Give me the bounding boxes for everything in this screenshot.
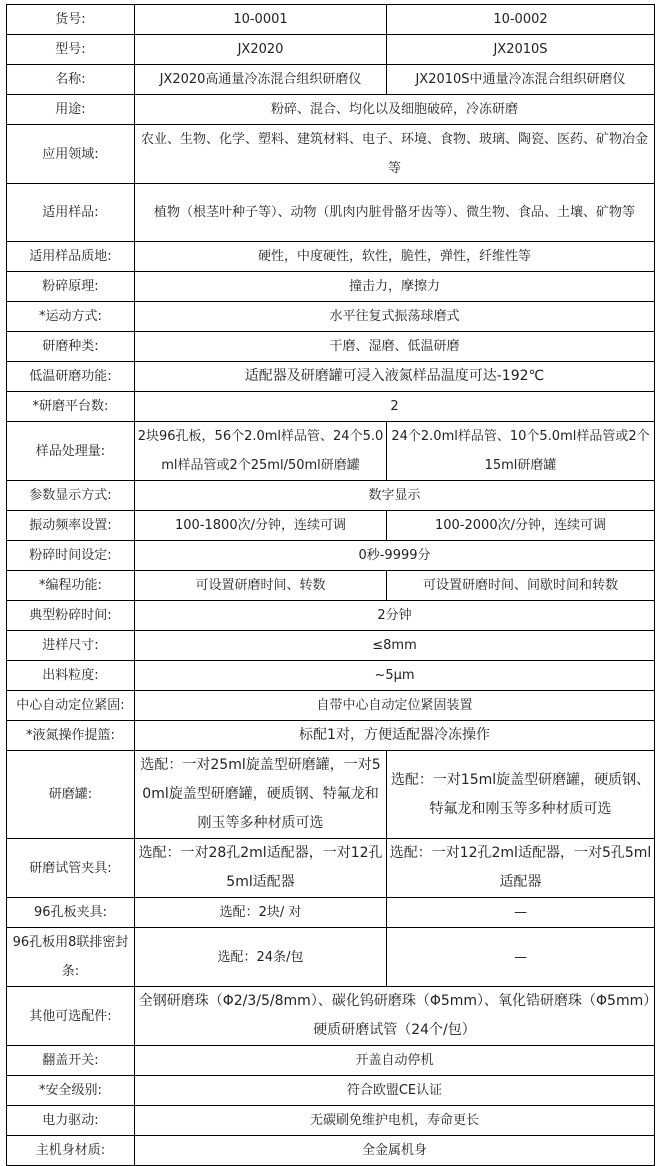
row-value-2: JX2010S: [387, 35, 655, 65]
row-label: 振动频率设置:: [7, 511, 135, 541]
row-value: 干磨、湿磨、低温研磨: [135, 332, 655, 362]
row-value: ~5μm: [135, 661, 655, 691]
row-value: ≤8mm: [135, 631, 655, 661]
table-row: [7, 184, 655, 242]
row-value-2: JX2010S中通量冷冻混合组织研磨仪: [387, 65, 655, 95]
table-row: [7, 839, 655, 898]
row-label: *安全级别:: [7, 1076, 135, 1106]
row-label: 翻盖开关:: [7, 1046, 135, 1076]
spec-table: [6, 4, 655, 1166]
row-value-2: —: [387, 898, 655, 928]
table-row: [7, 272, 655, 302]
row-value: 植物（根茎叶种子等）、动物（肌肉内脏骨骼牙齿等）、微生物、食品、土壤、矿物等: [135, 184, 655, 242]
table-row: [7, 751, 655, 839]
row-label: *编程功能:: [7, 571, 135, 601]
row-value: 全钢研磨珠（Φ2/3/5/8mm）、碳化钨研磨珠（Φ5mm）、氧化锆研磨珠（Φ5mm）硬质研磨试管（24个/包）: [135, 987, 655, 1046]
row-value-2: 24个2.0ml样品管、10个5.0ml样品管或2个15ml研磨罐: [387, 422, 655, 481]
row-value-1: 100-1800次/分钟，连续可调: [135, 511, 387, 541]
table-row: [7, 242, 655, 272]
row-label: 用途:: [7, 95, 135, 125]
row-label: 粉碎原理:: [7, 272, 135, 302]
table-row: [7, 481, 655, 511]
row-label: 参数显示方式:: [7, 481, 135, 511]
row-value: 硬性，中度硬性，软性，脆性，弹性，纤维性等: [135, 242, 655, 272]
table-row: [7, 125, 655, 184]
row-value-1: 选配：一对25ml旋盖型研磨罐，一对50ml旋盖型研磨罐，硬质钢、特氟龙和刚玉等多种材质可选: [135, 751, 387, 839]
table-row: [7, 571, 655, 601]
row-label: 出料粒度:: [7, 661, 135, 691]
row-label: 进样尺寸:: [7, 631, 135, 661]
row-label: 研磨种类:: [7, 332, 135, 362]
row-label: 96孔板夹具:: [7, 898, 135, 928]
row-value-1: 10-0001: [135, 5, 387, 35]
table-row: [7, 631, 655, 661]
row-value-1: 可设置研磨时间、转数: [135, 571, 387, 601]
row-label: 名称:: [7, 65, 135, 95]
row-value-1: 2块96孔板，56个2.0ml样品管、24个5.0ml样品管或2个25ml/50ml研磨罐: [135, 422, 387, 481]
table-row: [7, 721, 655, 751]
row-value: 全金属机身: [135, 1136, 655, 1166]
row-label: 典型粉碎时间:: [7, 601, 135, 631]
table-row: [7, 541, 655, 571]
row-value: 水平往复式振荡球磨式: [135, 302, 655, 332]
row-value-1: 选配：2块/ 对: [135, 898, 387, 928]
row-value: 撞击力，摩擦力: [135, 272, 655, 302]
table-row: [7, 35, 655, 65]
table-row: [7, 898, 655, 928]
row-label: 研磨试管夹具:: [7, 839, 135, 898]
table-row: [7, 302, 655, 332]
table-row: [7, 1046, 655, 1076]
row-label: 其他可选配件:: [7, 987, 135, 1046]
row-value-1: JX2020: [135, 35, 387, 65]
row-label: 中心自动定位紧固:: [7, 691, 135, 721]
row-value-2: 选配：一对15ml旋盖型研磨罐，硬质钢、特氟龙和刚玉等多种材质可选: [387, 751, 655, 839]
row-value: 符合欧盟CE认证: [135, 1076, 655, 1106]
row-label: *液氮操作提篮:: [7, 721, 135, 751]
table-row: [7, 422, 655, 481]
row-value: 0秒-9999分: [135, 541, 655, 571]
row-value: 2分钟: [135, 601, 655, 631]
table-row: [7, 5, 655, 35]
row-label: 型号:: [7, 35, 135, 65]
row-value: 数字显示: [135, 481, 655, 511]
row-label: 主机身材质:: [7, 1136, 135, 1166]
row-value-2: 100-2000次/分钟，连续可调: [387, 511, 655, 541]
row-label: 适用样品质地:: [7, 242, 135, 272]
row-value: 农业、生物、化学、塑料、建筑材料、电子、环境、食物、玻璃、陶瓷、医药、矿物冶金等: [135, 125, 655, 184]
row-label: *运动方式:: [7, 302, 135, 332]
row-value-2: —: [387, 928, 655, 987]
row-label: 低温研磨功能:: [7, 362, 135, 392]
row-value-1: 选配：一对28孔2ml适配器，一对12孔5ml适配器: [135, 839, 387, 898]
row-value-1: 选配：24条/包: [135, 928, 387, 987]
table-row: [7, 601, 655, 631]
table-row: [7, 661, 655, 691]
row-value-1: JX2020高通量冷冻混合组织研磨仪: [135, 65, 387, 95]
table-row: [7, 95, 655, 125]
row-label: 研磨罐:: [7, 751, 135, 839]
row-value: 开盖自动停机: [135, 1046, 655, 1076]
row-value: 适配器及研磨罐可浸入液氮样品温度可达-192℃: [135, 362, 655, 392]
row-label: 电力驱动:: [7, 1106, 135, 1136]
row-label: 样品处理量:: [7, 422, 135, 481]
table-row: [7, 362, 655, 392]
row-label: 粉碎时间设定:: [7, 541, 135, 571]
row-value: 标配1对，方便适配器冷冻操作: [135, 721, 655, 751]
row-label: 应用领域:: [7, 125, 135, 184]
row-value: 自带中心自动定位紧固装置: [135, 691, 655, 721]
row-value-2: 可设置研磨时间、间歇时间和转数: [387, 571, 655, 601]
table-row: [7, 1106, 655, 1136]
row-value: 无碳刷免维护电机，寿命更长: [135, 1106, 655, 1136]
table-row: [7, 1136, 655, 1166]
table-row: [7, 1076, 655, 1106]
table-row: [7, 65, 655, 95]
table-row: [7, 987, 655, 1046]
row-value: 2: [135, 392, 655, 422]
row-label: *研磨平台数:: [7, 392, 135, 422]
table-row: [7, 332, 655, 362]
row-label: 适用样品:: [7, 184, 135, 242]
table-row: [7, 392, 655, 422]
table-row: [7, 511, 655, 541]
row-label: 96孔板用8联排密封条:: [7, 928, 135, 987]
row-value: 粉碎、混合、均化以及细胞破碎，冷冻研磨: [135, 95, 655, 125]
table-row: [7, 928, 655, 987]
table-row: [7, 691, 655, 721]
row-value-2: 选配：一对12孔2ml适配器，一对5孔5ml适配器: [387, 839, 655, 898]
row-value-2: 10-0002: [387, 5, 655, 35]
row-label: 货号:: [7, 5, 135, 35]
